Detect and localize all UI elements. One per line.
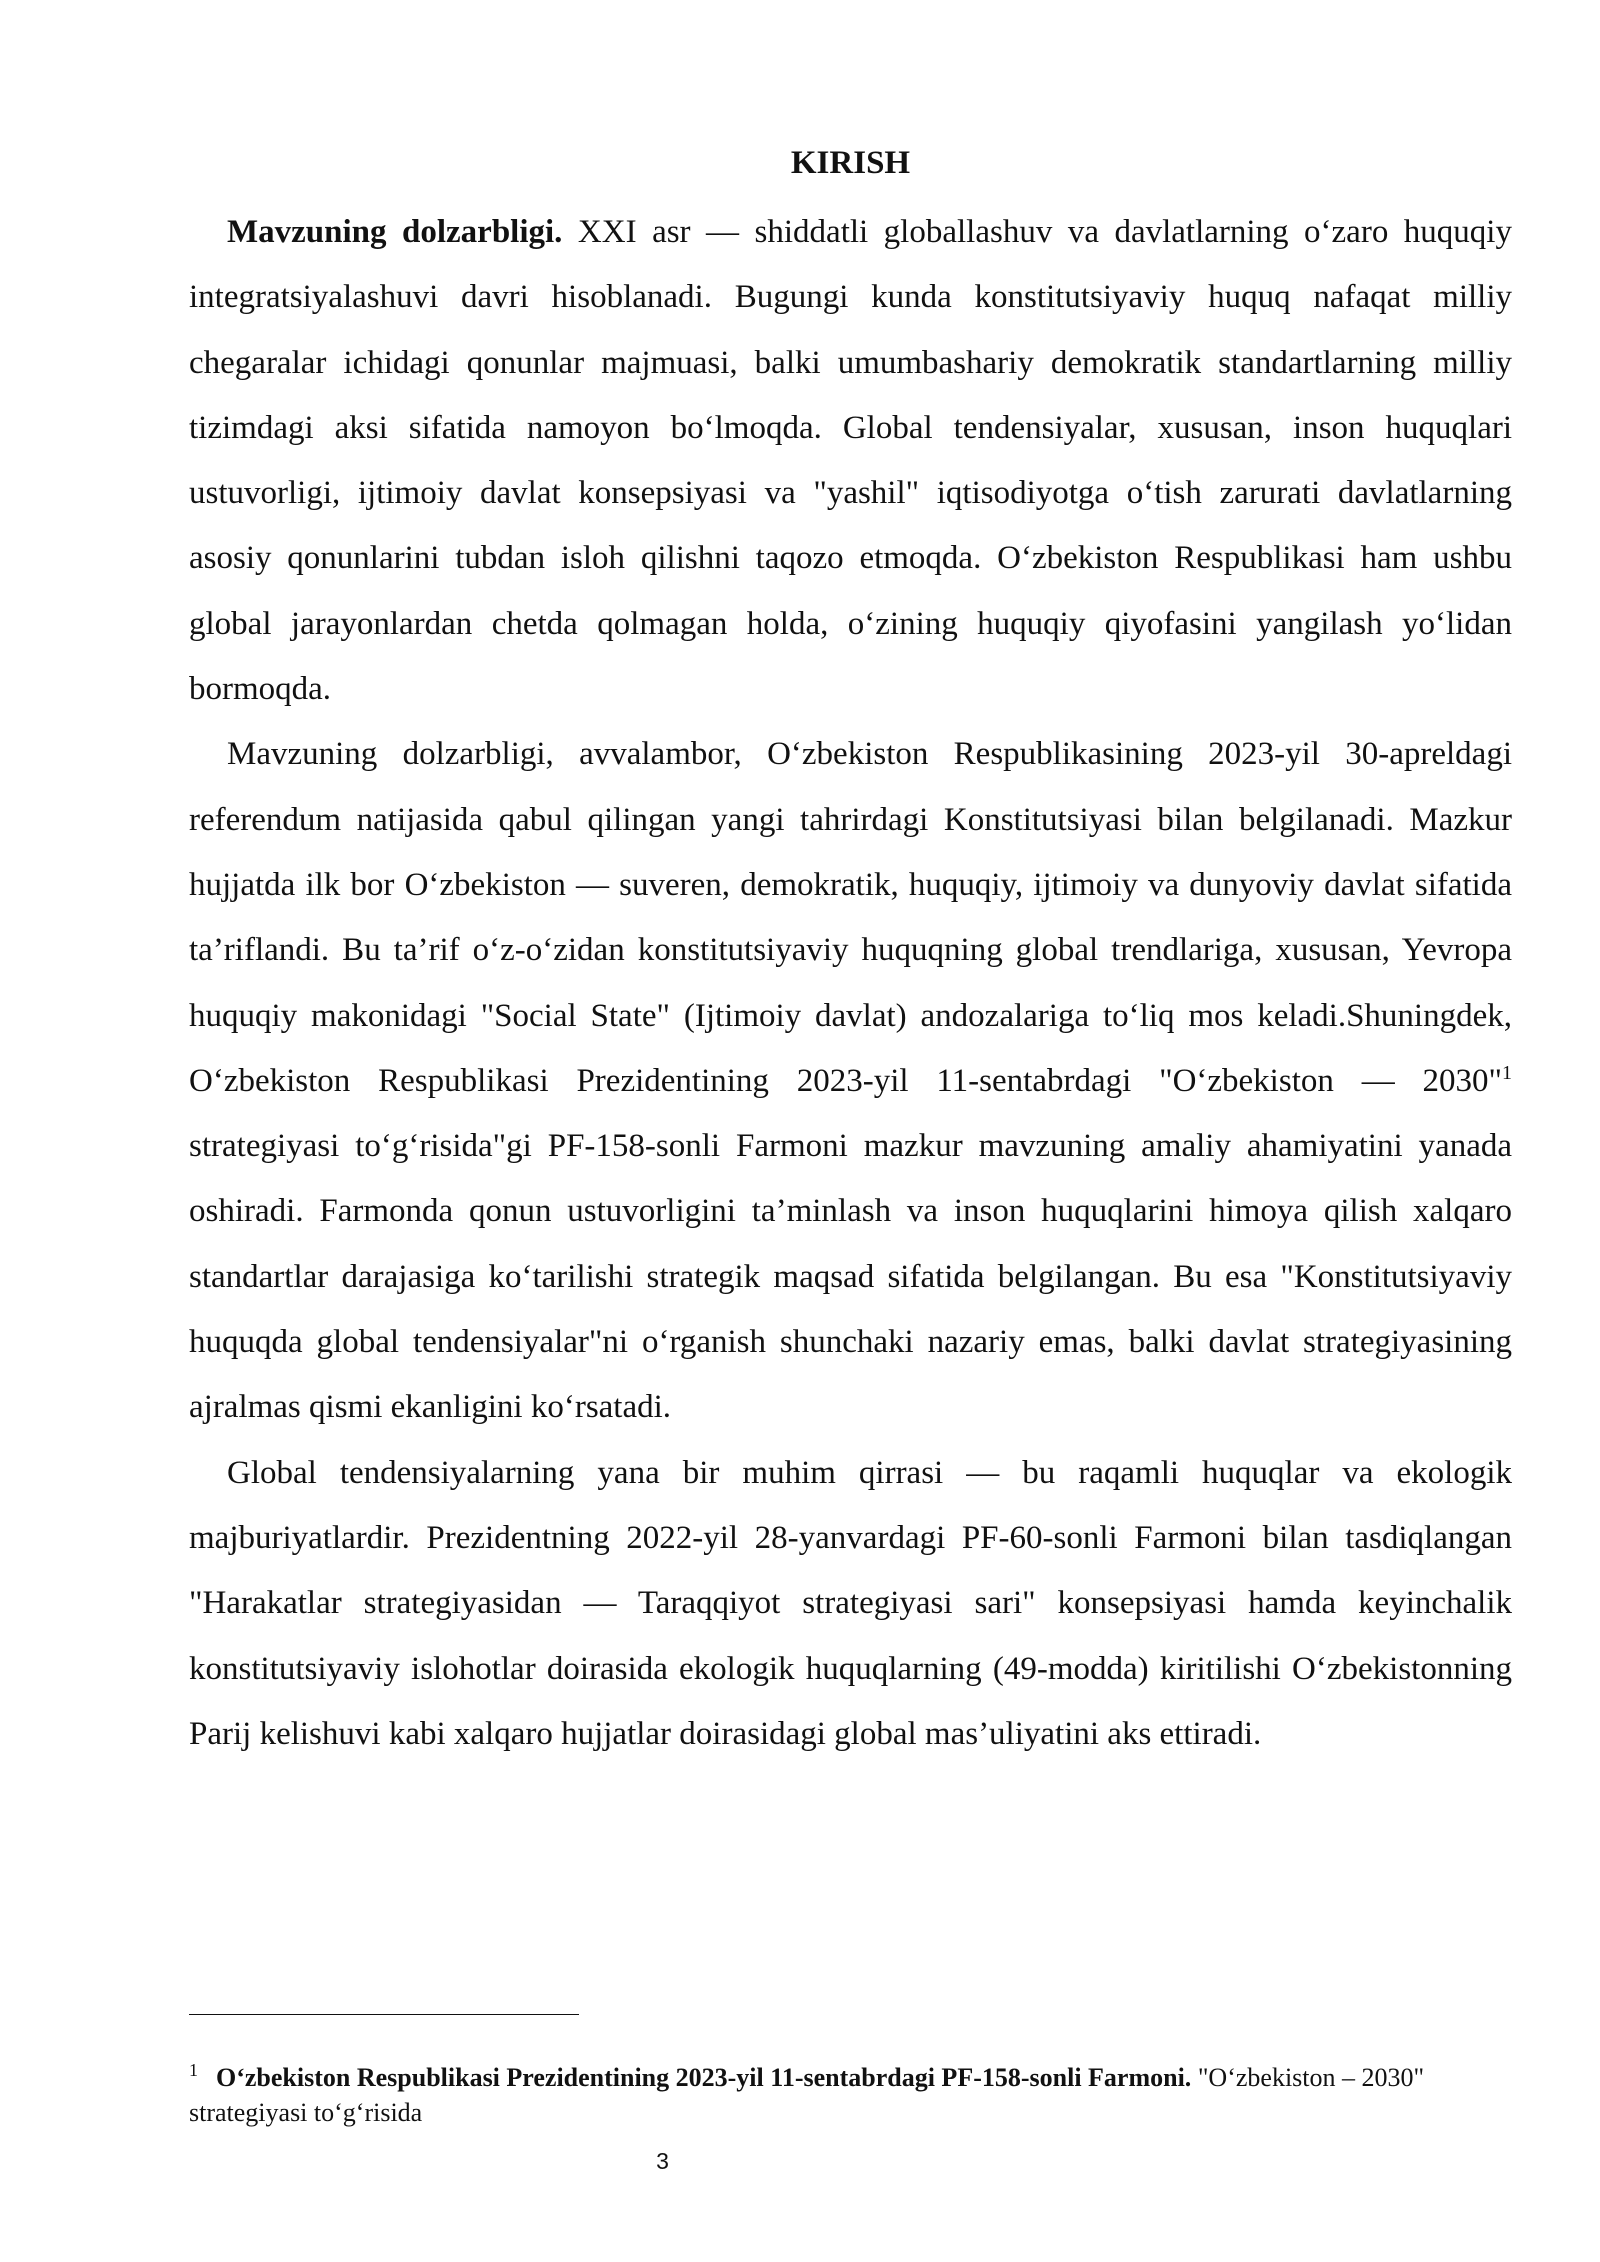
paragraph-lead-bold: Mavzuning dolzarbligi. [227, 214, 563, 250]
paragraph-text: strategiyasi to‘g‘risida"gi PF-158-sonli Farmoni mazkur mavzuning amaliy ahamiyatini yanada oshiradi. Farmonda qonun ustuvorligini ta’minlash va inson huquqlarini himoya qilish xalqaro standartlar darajasiga ko‘tarilishi strategik maqsad sifatida belgilangan. Bu esa "Konstitutsiyaviy huquqda global tendensiyalar"ni o‘rganish shunchaki nazariy emas, balki davlat strategiyasining ajralmas qismi ekanligini ko‘rsatadi. [189, 1128, 1512, 1426]
footnote-reference[interactable]: 1 [1502, 1061, 1512, 1084]
page-number: 3 [656, 2148, 669, 2174]
paragraph-relevance [189, 200, 1512, 722]
page-body [189, 135, 1512, 1767]
footnote-text: "O‘zbekiston – 2030" strategiyasi to‘g‘risida [189, 2063, 1425, 2127]
section-heading: KIRISH [790, 145, 911, 181]
footnote [189, 2060, 1512, 2130]
footnote-separator [189, 2014, 579, 2015]
paragraph-text: Mavzuning dolzarbligi, avvalambor, O‘zbekiston Respublikasining 2023-yil 30-apreldagi referendum natijasida qabul qilingan yangi tahrirdagi Konstitutsiyasi bilan belgilanadi. Mazkur hujjatda ilk bor O‘zbekiston — suveren, demokratik, huquqiy, ijtimoiy va dunyoviy davlat sifatida ta’riflandi. Bu ta’rif o‘z-o‘zidan konstitutsiyaviy huquqning global trendlariga, xususan, Yevropa huquqiy makonidagi "Social State" (Ijtimoiy davlat) andozalariga to‘liq mos keladi.Shuningdek, O‘zbekiston Respublikasi Prezidentining 2023-yil 11-sentabrdagi "O‘zbekiston — 2030" [189, 736, 1512, 1099]
paragraph-text: Global tendensiyalarning yana bir muhim qirrasi — bu raqamli huquqlar va ekologik majburiyatlardir. Prezidentning 2022-yil 28-yanvardagi PF-60-sonli Farmoni bilan tasdiqlangan "Harakatlar strategiyasidan — Taraqqiyot strategiyasi sari" konsepsiyasi hamda keyinchalik konstitutsiyaviy islohotlar doirasida ekologik huquqlarning (49-modda) kiritilishi O‘zbekistonning Parij kelishuvi kabi xalqaro hujjatlar doirasidagi global mas’uliyatini aks ettiradi. [189, 1454, 1512, 1752]
paragraph-global-trends [189, 1441, 1512, 1767]
footnote-bold-text: O‘zbekiston Respublikasi Prezidentining 2023-yil 11-sentabrdagi PF-158-sonli Farmoni. [216, 2063, 1192, 2092]
footnote-mark: 1 [189, 2060, 198, 2081]
paragraph-constitution [189, 722, 1512, 1440]
paragraph-text: XXI asr — shiddatli globallashuv va davlatlarning o‘zaro huquqiy integratsiyalashuvi davri hisoblanadi. Bugungi kunda konstitutsiyaviy huquq nafaqat milliy chegaralar ichidagi qonunlar majmuasi, balki umumbashariy demokratik standartlarning milliy tizimdagi aksi sifatida namoyon bo‘lmoqda. Global tendensiyalar, xususan, inson huquqlari ustuvorligi, ijtimoiy davlat konsepsiyasi va "yashil" iqtisodiyotga o‘tish zarurati davlatlarning asosiy qonunlarini tubdan isloh qilishni taqozo etmoqda. O‘zbekiston Respublikasi ham ushbu global jarayonlardan chetda qolmagan holda, o‘zining huquqiy qiyofasini yangilash yo‘lidan bormoqda. [189, 214, 1512, 708]
